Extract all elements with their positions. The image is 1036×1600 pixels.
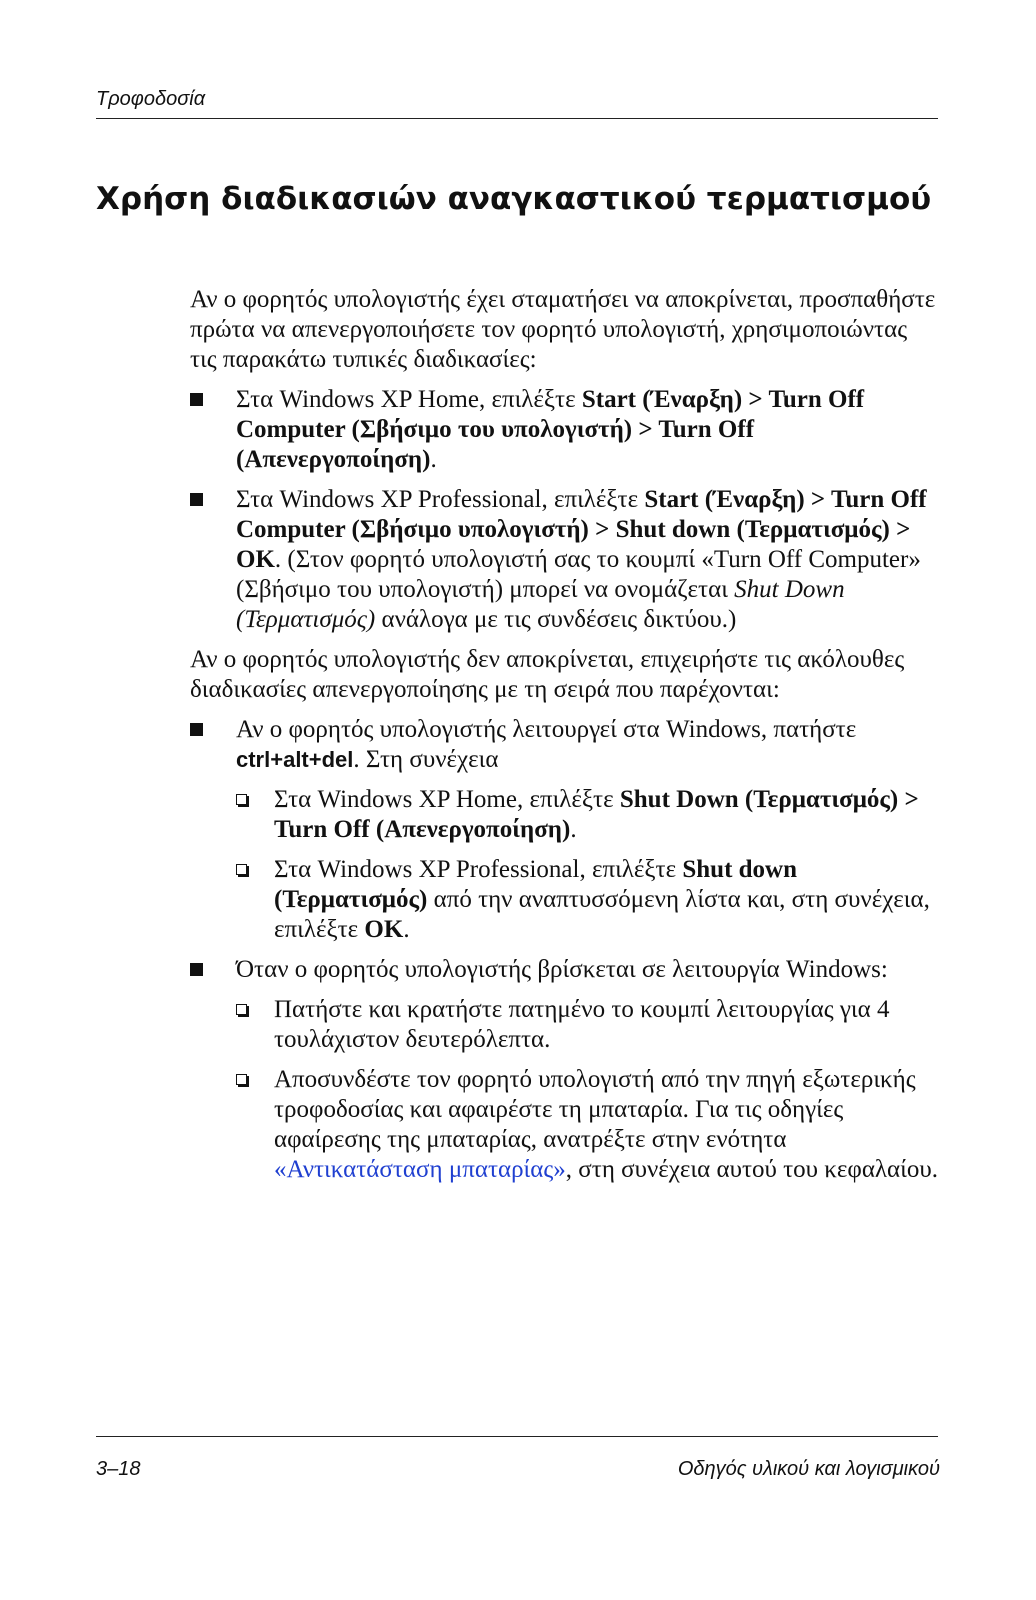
page-title: Χρήση διαδικασιών αναγκαστικού τερματισμού xyxy=(96,181,932,217)
list-item: Όταν ο φορητός υπολογιστής βρίσκεται σε λειτουργία Windows: Πατήστε και κρατήστε πατημένο το κουμπί λειτουργίας για 4 τουλάχιστον δευτερόλεπτα. Αποσυνδέστε τον φορητό υπολογιστή από την πηγή εξωτερικής τροφοδοσίας και αφαιρέστε τη μπαταρία. Για τις οδηγίες αφαίρεσης της μπαταρίας, ανατρέξτε στην ενότητα «Αντικατάσταση μπαταρίας», στη συνέχεια αυτού του κεφαλαίου. xyxy=(190,955,940,1185)
second-paragraph: Αν ο φορητός υπολογιστής δεν αποκρίνεται, επιχειρήστε τις ακόλουθες διαδικασίες απενεργοποίησης με τη σειρά που παρέχονται: xyxy=(190,646,905,703)
list-item: Στα Windows XP Professional, επιλέξτε Start (Έναρξη) > Turn Off Computer (Σβήσιμο υπολογιστή) > Shut down (Τερματισμός) > OK. (Στον φορητό υπολογιστή σας το κουμπί «Turn Off Computer» (Σβήσιμο του υπολογιστή) μπορεί να ονομάζεται Shut Down (Τερματισμός) ανάλογα με τις συνδέσεις δικτύου.) xyxy=(190,485,940,635)
list-item: Στα Windows XP Home, επιλέξτε Start (Έναρξη) > Turn Off Computer (Σβήσιμο του υπολογιστή) > Turn Off (Απενεργοποίηση). xyxy=(190,385,940,475)
book-title: Οδηγός υλικού και λογισμικού xyxy=(677,1458,940,1480)
checkbox-bullet-icon xyxy=(236,1004,247,1015)
square-bullet-icon xyxy=(190,963,203,976)
battery-replacement-link[interactable]: «Αντικατάσταση μπαταρίας» xyxy=(274,1156,566,1183)
sub-list-item: Πατήστε και κρατήστε πατημένο το κουμπί λειτουργίας για 4 τουλάχιστον δευτερόλεπτα. xyxy=(236,995,940,1055)
checkbox-bullet-icon xyxy=(236,864,247,875)
sub-list-item: Στα Windows XP Professional, επιλέξτε Shut down (Τερματισμός) από την αναπτυσσόμενη λίστα και, στη συνέχεια, επιλέξτε OK. xyxy=(236,855,940,945)
sub-list-item: Αποσυνδέστε τον φορητό υπολογιστή από την πηγή εξωτερικής τροφοδοσίας και αφαιρέστε τη μπαταρία. Για τις οδηγίες αφαίρεσης της μπαταρίας, ανατρέξτε στην ενότητα «Αντικατάσταση μπαταρίας», στη συνέχεια αυτού του κεφαλαίου. xyxy=(236,1065,940,1185)
header-rule xyxy=(96,118,938,119)
square-bullet-icon xyxy=(190,493,203,506)
running-header: Τροφοδοσία xyxy=(96,88,206,110)
key-combo: ctrl+alt+del xyxy=(236,747,354,772)
intro-paragraph: Αν ο φορητός υπολογιστής έχει σταματήσει να αποκρίνεται, προσπαθήστε πρώτα να απενεργοποιήσετε τον φορητό υπολογιστή, χρησιμοποιώντας τις παρακάτω τυπικές διαδικασίες: xyxy=(190,286,936,373)
page-number: 3–18 xyxy=(96,1458,141,1480)
list-item: Αν ο φορητός υπολογιστής λειτουργεί στα Windows, πατήστε ctrl+alt+del. Στη συνέχεια Στα Windows XP Home, επιλέξτε Shut Down (Τερματισμός) > Turn Off (Απενεργοποίηση). Στα Windows XP Professional, επιλέξτε Shut down (Τερματισμός) από την αναπτυσσόμενη λίστα και, στη συνέχεια, επιλέξτε OK. xyxy=(190,715,940,945)
checkbox-bullet-icon xyxy=(236,1074,247,1085)
body-text xyxy=(190,285,940,1195)
checkbox-bullet-icon xyxy=(236,794,247,805)
sub-list-item: Στα Windows XP Home, επιλέξτε Shut Down (Τερματισμός) > Turn Off (Απενεργοποίηση). xyxy=(236,785,940,845)
footer-rule xyxy=(96,1436,938,1437)
square-bullet-icon xyxy=(190,723,203,736)
square-bullet-icon xyxy=(190,393,203,406)
